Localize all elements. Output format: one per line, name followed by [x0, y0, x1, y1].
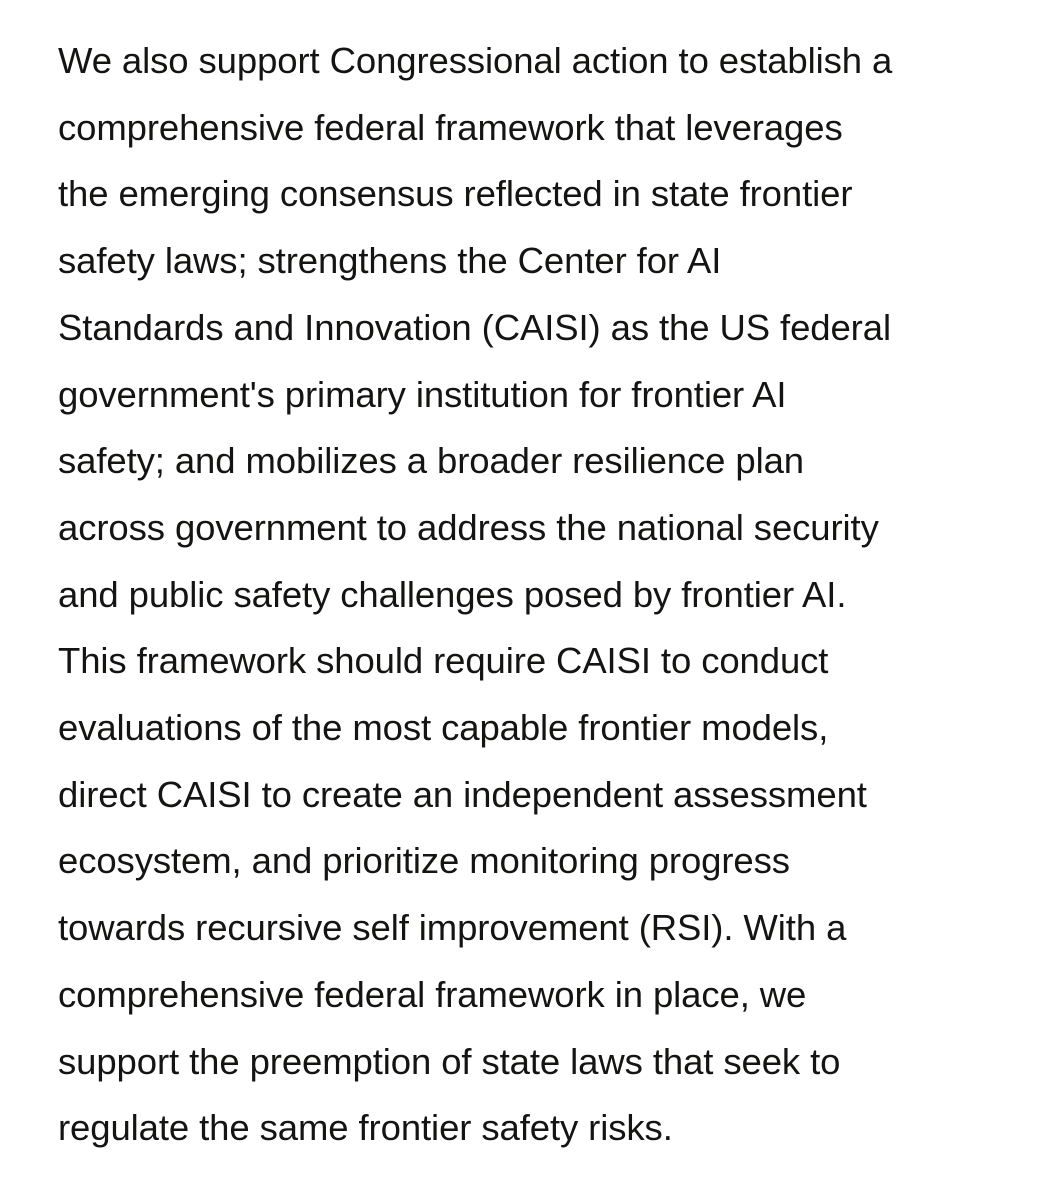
- paragraph-line-8: across government to address the national security: [58, 506, 879, 548]
- paragraph-line-11: evaluations of the most capable frontier models,: [58, 707, 829, 749]
- paragraph-line-3: the emerging consensus reflected in state frontier: [58, 173, 853, 215]
- paragraph-line-10: This framework should require CAISI to conduct: [58, 640, 829, 682]
- paragraph-line-16: support the preemption of state laws that seek to: [58, 1040, 841, 1082]
- policy-paragraph: [58, 28, 1018, 1162]
- paragraph-line-17: regulate the same frontier safety risks.: [58, 1107, 673, 1149]
- paragraph-line-13: ecosystem, and prioritize monitoring progress: [58, 840, 790, 882]
- paragraph-line-4: safety laws; strengthens the Center for AI: [58, 240, 722, 282]
- paragraph-line-6: government's primary institution for frontier AI: [58, 373, 787, 415]
- paragraph-line-7: safety; and mobilizes a broader resilience plan: [58, 440, 804, 482]
- paragraph-line-9: and public safety challenges posed by frontier AI.: [58, 573, 847, 615]
- paragraph-line-1: We also support Congressional action to establish a: [58, 40, 893, 81]
- paragraph-line-2: comprehensive federal framework that leverages: [58, 106, 843, 148]
- paragraph-line-14: towards recursive self improvement (RSI). With a: [58, 907, 847, 949]
- paragraph-line-15: comprehensive federal framework in place, we: [58, 973, 807, 1015]
- paragraph-line-5: Standards and Innovation (CAISI) as the US federal: [58, 306, 891, 348]
- paragraph-line-12: direct CAISI to create an independent assessment: [58, 773, 867, 815]
